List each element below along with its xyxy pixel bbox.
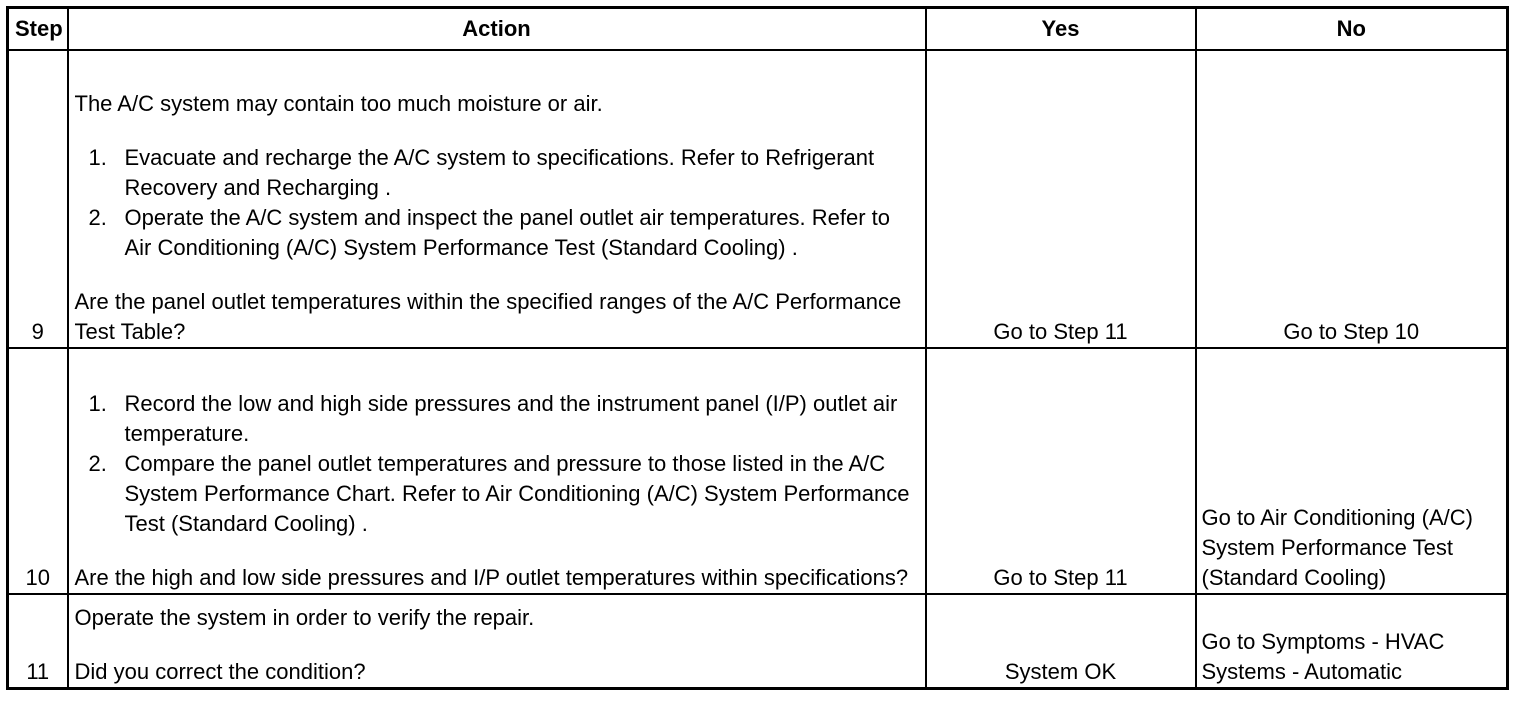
item-number: 1. xyxy=(88,391,107,416)
action-question: Did you correct the condition? xyxy=(74,659,366,684)
step-number: 10 xyxy=(8,348,68,594)
header-step: Step xyxy=(8,8,68,51)
table-row-step-10 xyxy=(8,348,1508,594)
action-cell xyxy=(68,594,926,689)
item-text: Evacuate and recharge the A/C system to specifications. Refer to Refrigerant Recovery and Recharging . xyxy=(124,145,875,200)
action-cell xyxy=(68,50,926,348)
action-steps xyxy=(75,389,919,539)
diagnostic-table xyxy=(6,6,1509,690)
yes-result: System OK xyxy=(926,594,1196,689)
action-step-item xyxy=(75,203,919,263)
table-row-step-11 xyxy=(8,594,1508,689)
action-question: Are the high and low side pressures and I/P outlet temperatures within specifications? xyxy=(74,565,909,590)
step-number: 11 xyxy=(8,594,68,689)
item-text: Compare the panel outlet temperatures and pressure to those listed in the A/C System Performance Chart. Refer to Air Conditioning (A/C) System Performance Test (Standard Cooling) . xyxy=(124,451,910,536)
no-result: Go to Symptoms - HVAC Systems - Automatic xyxy=(1196,594,1508,689)
action-step-item xyxy=(75,389,919,449)
action-intro: The A/C system may contain too much moisture or air. xyxy=(74,91,603,116)
action-cell xyxy=(68,348,926,594)
header-yes: Yes xyxy=(926,8,1196,51)
item-number: 2. xyxy=(88,205,107,230)
item-number: 1. xyxy=(88,145,107,170)
yes-result: Go to Step 11 xyxy=(926,50,1196,348)
item-text: Operate the A/C system and inspect the panel outlet air temperatures. Refer to Air Conditioning (A/C) System Performance Test (Standard Cooling) . xyxy=(124,205,891,260)
no-result: Go to Air Conditioning (A/C) System Performance Test (Standard Cooling) xyxy=(1196,348,1508,594)
step-number: 9 xyxy=(8,50,68,348)
table-row-step-9 xyxy=(8,50,1508,348)
action-step-item xyxy=(75,143,919,203)
action-steps xyxy=(75,143,919,263)
no-result: Go to Step 10 xyxy=(1196,50,1508,348)
header-row xyxy=(8,8,1508,51)
header-no: No xyxy=(1196,8,1508,51)
item-number: 2. xyxy=(88,451,107,476)
action-step-item xyxy=(75,449,919,539)
yes-result: Go to Step 11 xyxy=(926,348,1196,594)
action-intro: Operate the system in order to verify the repair. xyxy=(74,605,535,630)
item-text: Record the low and high side pressures and the instrument panel (I/P) outlet air temperature. xyxy=(124,391,898,446)
header-action: Action xyxy=(68,8,926,51)
action-question: Are the panel outlet temperatures within the specified ranges of the A/C Performance Test Table? xyxy=(74,289,902,344)
